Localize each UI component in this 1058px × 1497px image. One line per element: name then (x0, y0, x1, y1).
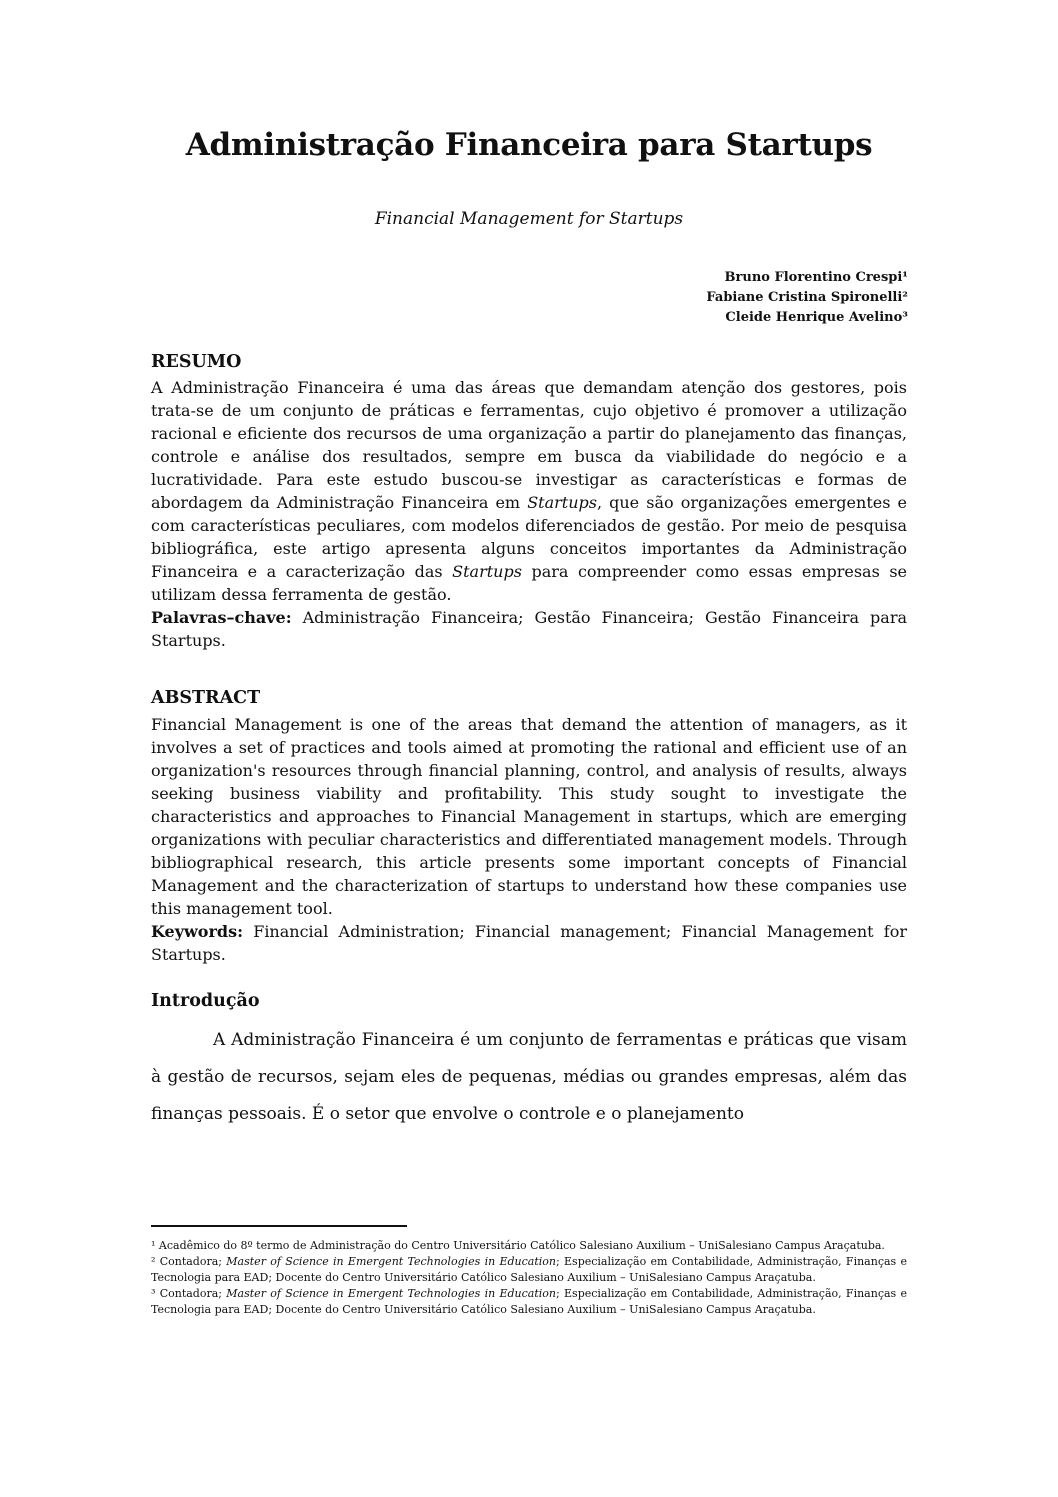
introduction-heading: Introdução (151, 991, 260, 1011)
footnote-1: ¹ Acadêmico do 8º termo de Administração do Centro Universitário Católico Salesiano Auxilium – UniSalesiano Campus Araçatuba. (151, 1239, 885, 1252)
footnote-2 (151, 1254, 907, 1286)
resumo-keywords-label: Palavras–chave: (151, 608, 292, 627)
paper-title: Administração Financeira para Startups (185, 127, 873, 163)
author-name: Fabiane Cristina Spironelli² (706, 290, 908, 305)
footnote-text: ; Especialização em Contabilidade, Administração, Finanças e Tecnologia para EAD; Docente do Centro Universitário Católico Salesiano Auxilium – UniSalesiano Campus Araçatuba. (151, 1287, 907, 1316)
introduction-paragraph: A Administração Financeira é um conjunto de ferramentas e práticas que visam à gestão de recursos, sejam eles de pequenas, médias ou grandes empresas, além das finanças pessoais. É o setor que envolve o controle e o planejamento (151, 1030, 907, 1124)
author-name: Bruno Florentino Crespi¹ (724, 270, 908, 285)
abstract-keywords-label: Keywords: (151, 922, 244, 941)
abstract-text (151, 713, 907, 966)
footnote-3 (151, 1286, 907, 1318)
footnotes (151, 1238, 907, 1318)
footnote-italic: Master of Science in Emergent Technologies in Education (226, 1255, 557, 1268)
abstract-keywords: Financial Administration; Financial management; Financial Management for Startups. (151, 922, 907, 964)
resumo-text-part: A Administração Financeira é uma das áreas que demandam atenção dos gestores, pois trata-se de um conjunto de práticas e ferramentas, cujo objetivo é promover a utilização racional e eficiente dos recursos de uma organização a partir do planejamento das finanças, controle e análise dos resultados, sempre em busca da viabilidade do negócio e a lucratividade. Para este estudo buscou-se investigar as características e formas de abordagem da Administração Financeira em (151, 378, 907, 512)
resumo-text-part: para compreender como essas empresas se utilizam dessa ferramenta de gestão. (151, 562, 907, 604)
abstract-body: Financial Management is one of the areas that demand the attention of managers, as it involves a set of practices and tools aimed at promoting the rational and efficient use of an organization's resources through financial planning, control, and analysis of results, always seeking business viability and profitability. This study sought to investigate the characteristics and approaches to Financial Management in startups, which are emerging organizations with peculiar characteristics and differentiated management models. Through bibliographical research, this article presents some important concepts of Financial Management and the characterization of startups to understand how these companies use this management tool. (151, 715, 907, 918)
footnote-text: ; Especialização em Contabilidade, Administração, Finanças e Tecnologia para EAD; Docente do Centro Universitário Católico Salesiano Auxilium – UniSalesiano Campus Araçatuba. (151, 1255, 907, 1284)
resumo-italic-term: Startups (452, 562, 522, 581)
paper-subtitle: Financial Management for Startups (374, 209, 684, 229)
footnote-divider (151, 1225, 407, 1227)
resumo-text-part: , que são organizações emergentes e com características peculiares, com modelos diferenciados de gestão. Por meio de pesquisa bibliográfica, este artigo apresenta alguns conceitos importantes da Administração Financeira e a caracterização das (151, 493, 907, 581)
resumo-text (151, 376, 907, 652)
footnote-italic: Master of Science in Emergent Technologies in Education (226, 1287, 557, 1300)
footnote-text: ² Contadora; (151, 1255, 227, 1268)
resumo-keywords: Administração Financeira; Gestão Financeira; Gestão Financeira para Startups. (151, 608, 907, 650)
author-list (706, 268, 908, 328)
resumo-italic-term: Startups (527, 493, 597, 512)
resumo-heading: RESUMO (151, 352, 242, 372)
footnote-text: ³ Contadora; (151, 1287, 227, 1300)
author-name: Cleide Henrique Avelino³ (725, 310, 908, 325)
introduction-text (151, 1022, 907, 1133)
abstract-heading: ABSTRACT (151, 688, 261, 708)
